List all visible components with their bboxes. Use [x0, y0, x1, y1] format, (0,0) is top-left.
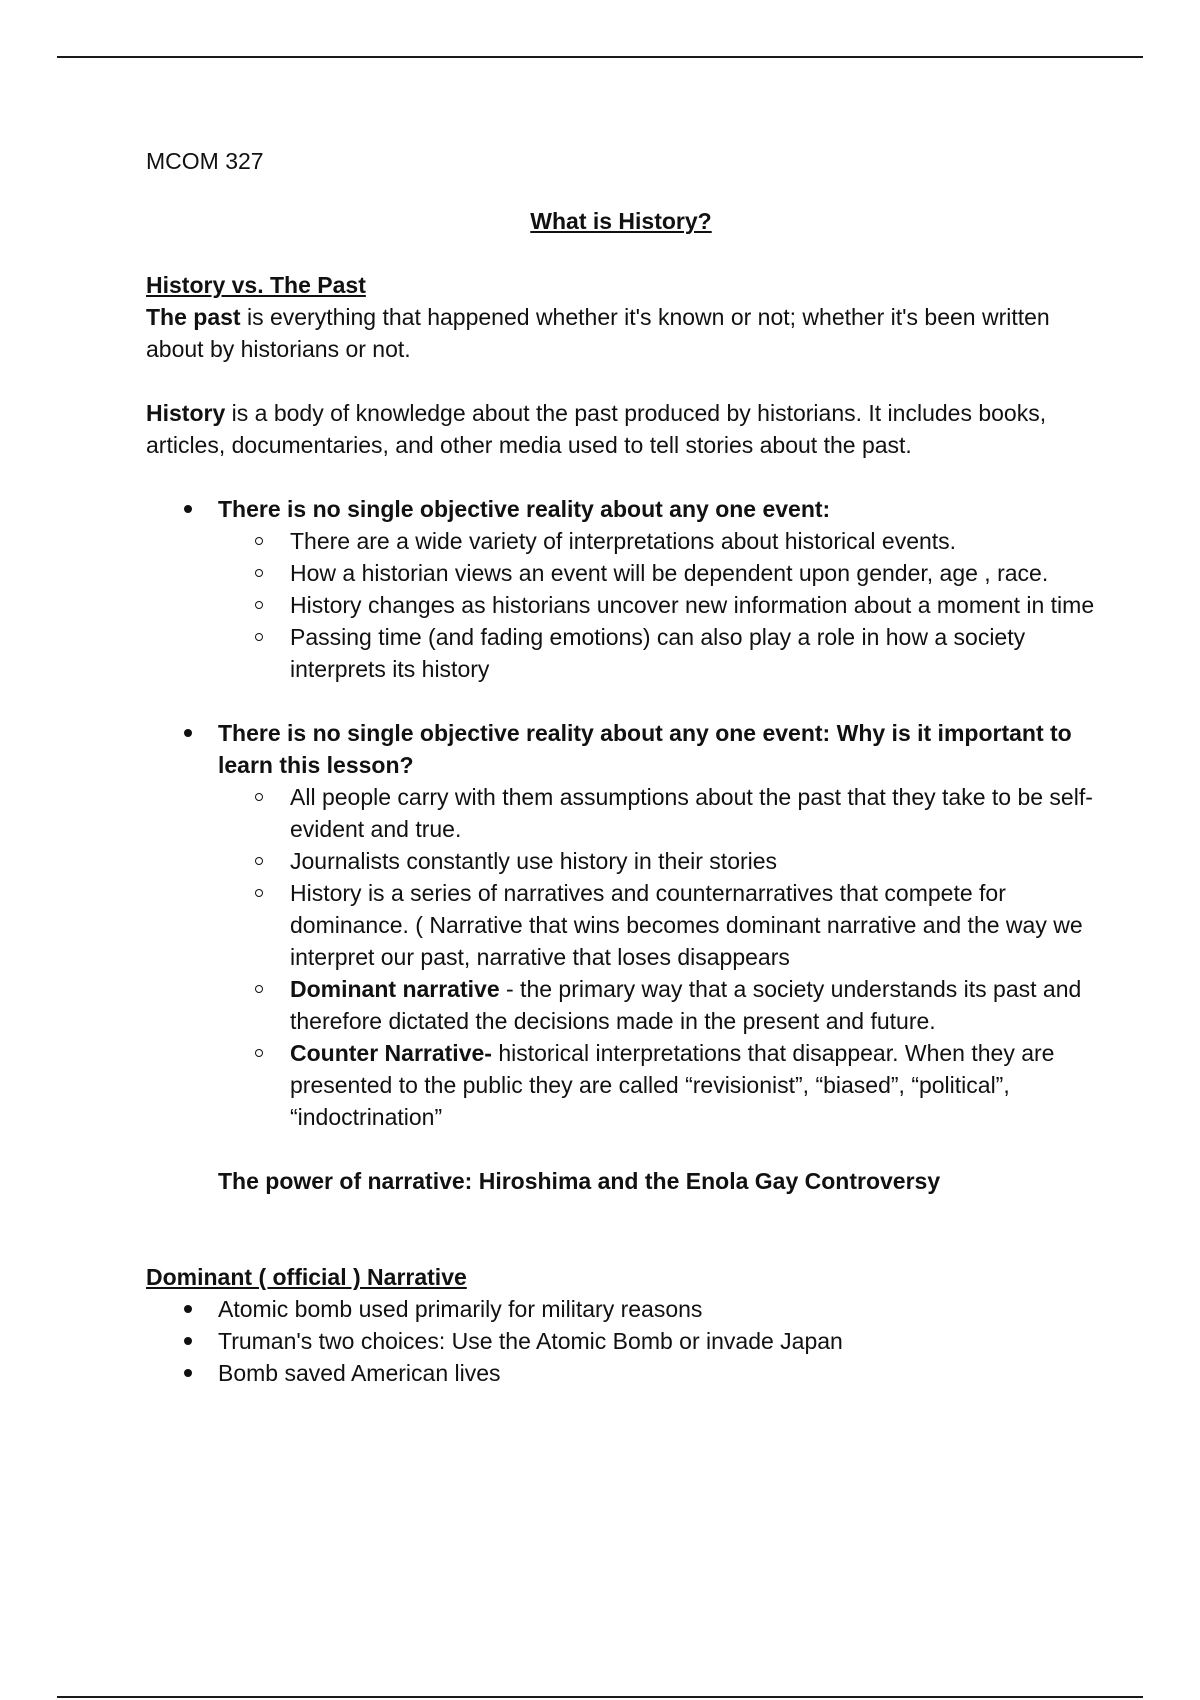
bottom-rule: [57, 1696, 1143, 1698]
bullet-dot-icon: [184, 1337, 192, 1345]
list-item: [146, 1357, 1096, 1389]
list-item-text: Bomb saved American lives: [218, 1360, 501, 1386]
term-dominant-narrative: Dominant narrative: [290, 976, 500, 1002]
power-of-narrative-heading: The power of narrative: Hiroshima and the Enola Gay Controversy: [218, 1168, 941, 1194]
list-item-text: Journalists constantly use history in their stories: [290, 848, 778, 874]
hollow-bullet-icon: [255, 601, 263, 609]
list-item-text: History changes as historians uncover new information about a moment in time: [290, 592, 1095, 618]
main-bullet-list: [146, 493, 1096, 1133]
definition-counter-narrative: historical interpretations that disappear. When they are presented to the public they are called “revisionist”, “biased”, “political”, “indoctrination”: [290, 1040, 1055, 1130]
hollow-bullet-icon: [255, 793, 263, 801]
bullet-heading: There is no single objective reality about any one event:: [218, 496, 831, 522]
bullet-no-single-reality: [146, 493, 1096, 685]
list-item: [146, 1325, 1096, 1357]
list-item: [218, 621, 1096, 685]
term-counter-narrative: Counter Narrative-: [290, 1040, 492, 1066]
list-item: [218, 845, 1096, 877]
bullet-dot-icon: [184, 1305, 192, 1313]
list-item-counter-narrative: [218, 1037, 1096, 1133]
hollow-bullet-icon: [255, 985, 263, 993]
bullet-dot-icon: [184, 505, 192, 513]
paragraph-history: [146, 397, 1096, 461]
bullet-dot-icon: [184, 729, 192, 737]
definition-the-past: is everything that happened whether it's known or not; whether it's been written about by historians or not.: [146, 304, 1050, 362]
document-page: [146, 145, 1096, 1389]
list-item: [218, 589, 1096, 621]
bullet-why-important: [146, 717, 1096, 1133]
list-item-text: History is a series of narratives and counternarratives that compete for dominance. ( Narrative that wins becomes dominant narrative and the way we interpret our past, narrative that loses disappears: [290, 880, 1083, 970]
bullet-dot-icon: [184, 1369, 192, 1377]
paragraph-the-past: [146, 301, 1096, 365]
list-item-text: Atomic bomb used primarily for military reasons: [218, 1296, 703, 1322]
sub-list: [218, 525, 1096, 685]
hollow-bullet-icon: [255, 633, 263, 641]
list-item-text: How a historian views an event will be dependent upon gender, age , race.: [290, 560, 1049, 586]
hollow-bullet-icon: [255, 569, 263, 577]
sub-list: [218, 781, 1096, 1133]
list-item: [218, 877, 1096, 973]
document-title: What is History?: [530, 208, 712, 234]
list-item: [218, 525, 1096, 557]
definition-history: is a body of knowledge about the past produced by historians. It includes books, articles, documentaries, and other media used to tell stories about the past.: [146, 400, 1047, 458]
bullet-heading: There is no single objective reality about any one event: Why is it important to learn this lesson?: [218, 720, 1072, 778]
list-item-text: Truman's two choices: Use the Atomic Bomb or invade Japan: [218, 1328, 843, 1354]
section-heading-dominant-narrative: Dominant ( official ) Narrative: [146, 1264, 467, 1290]
top-rule: [57, 56, 1143, 58]
list-item: [218, 557, 1096, 589]
list-item: [218, 781, 1096, 845]
definition-dominant-narrative: - the primary way that a society understands its past and therefore dictated the decisions made in the present and future.: [290, 976, 1082, 1034]
hollow-bullet-icon: [255, 537, 263, 545]
dominant-narrative-list: [146, 1293, 1096, 1389]
list-item: [146, 1293, 1096, 1325]
list-item-dominant-narrative: [218, 973, 1096, 1037]
course-code: MCOM 327: [146, 148, 264, 174]
list-item-text: All people carry with them assumptions about the past that they take to be self-evident and true.: [290, 784, 1093, 842]
list-item-text: Passing time (and fading emotions) can also play a role in how a society interprets its history: [290, 624, 1026, 682]
hollow-bullet-icon: [255, 857, 263, 865]
hollow-bullet-icon: [255, 1049, 263, 1057]
section-heading-history-vs-past: History vs. The Past: [146, 272, 366, 298]
term-history: History: [146, 400, 226, 426]
list-item-text: There are a wide variety of interpretations about historical events.: [290, 528, 957, 554]
hollow-bullet-icon: [255, 889, 263, 897]
term-the-past: The past: [146, 304, 241, 330]
